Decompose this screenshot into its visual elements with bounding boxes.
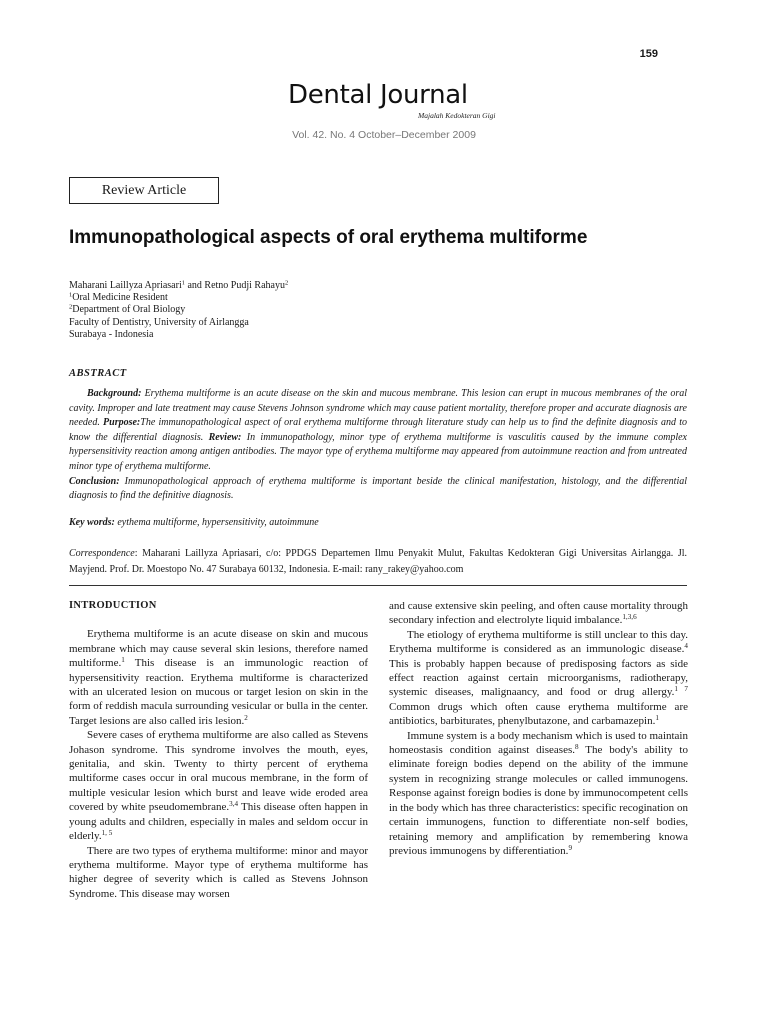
- authors-block: [69, 280, 288, 341]
- body-paragraph: The etiology of erythema multiforme is still unclear to this day. Erythema multiforme is considered as an immunologic disease.$^4$ This is probably happen because of predisposing factors as side effect reaction against certain microorganisms, radiotherapy, systemic diseases, malignaancy, and food or drug allergy.$^{1 7}$ Common drugs which often cause erythema multiforme are antibiotics, barbiturates, phenylbutazone, and carbamazepin.$^1$: [389, 628, 688, 728]
- body-paragraph: Immune system is a body mechanism which is used to maintain homeostasis condition against diseases.$^8$ The body's ability to eliminate foreign bodies depend on the ability of the immune system in recognizing strange molecules or called immunogens. Response against foreign bodies is done by immunocompetent cells in the body which has three characteristics: specific recogination on certain immunogens, function to differentiate non-self bodies, retaining memory and amplification by remembering knowa previous immunogens by differentiation.$^9$: [389, 729, 688, 857]
- body-paragraph: and cause extensive skin peeling, and often cause mortality through secondary infection and electrolyte liquid imbalance.$^{1,3,6}$: [389, 600, 688, 627]
- article-type-box: [69, 177, 219, 204]
- correspondence: Correspondence: Maharani Laillyza Apriasari, c/o: PPDGS Departemen Ilmu Penyakit Mulut, Fakultas Kedokteran Gigi Universitas Airlangga. Jl. Mayjend. Prof. Dr. Moestopo No. 47 Surabaya 60132, Indonesia. E-mail: rany_rakey@yahoo.com: [69, 548, 687, 575]
- section-divider: [69, 585, 687, 586]
- faculty: Faculty of Dentistry, University of Airlangga: [69, 316, 249, 328]
- body-paragraph: There are two types of erythema multiforme: minor and mayor erythema multiforme. Mayor type of erythema multiforme has higher degree of severity which is called as Stevens Johnson Syndrome. This disease may worsen: [69, 844, 368, 900]
- abstract-paragraph: Background: Erythema multiforme is an acute disease on the skin and mucous membrane. This lesion can erupt in mucous membranes of the oral cavity. Improper and late treatment may cause Stevens Johnson syndrome which may cause patient mortality, therefore proper and accurate diagnosis are needed. Purpose:The immunopathological aspect of oral erythema multiforme through literature study can help us to find the definite diagnosis and to know the differential diagnosis. Review: In immunopathology, minor type of erythema multiforme is vasculitis caused by the immune complex hypersensitivity reaction among antigen antibodies. The mayor type of erythema multiforme may appeared from autoimmune reaction and from untreated minor type of erythema multiforme.: [69, 388, 687, 472]
- affiliation-2: $^2$Department of Oral Biology: [69, 303, 186, 316]
- journal-name: Dental Journal: [288, 80, 468, 110]
- keywords: Key words: eythema multiforme, hypersensitivity, autoimmune: [69, 517, 319, 528]
- abstract-heading: ABSTRACT: [69, 368, 127, 379]
- article-title: Immunopathological aspects of oral erythema multiforme: [69, 227, 588, 248]
- abstract-conclusion: Conclusion: Immunopathological approach of erythema multiforme is important beside the clinical manifestation, histology, and the differential diagnosis to find the definitive diagnosis.: [69, 475, 687, 502]
- page-number: 159: [639, 48, 658, 60]
- article-type-label: Review Article: [101, 182, 187, 198]
- affiliation-1: $^1$Oral Medicine Resident: [69, 291, 168, 304]
- author-line: Maharani Laillyza Apriasari$^1$ and Retno Pudji Rahayu$^2$: [69, 279, 289, 291]
- body-column-left: [69, 599, 368, 901]
- intro-heading: INTRODUCTION: [69, 600, 157, 611]
- issue-info: Vol. 42. No. 4 October–December 2009: [292, 129, 476, 141]
- body-column-right: [389, 599, 688, 858]
- abstract-body: [69, 387, 687, 504]
- body-paragraph: Severe cases of erythema multiforme are also called as Stevens Johason syndrome. This syndrome involves the mouth, eyes, genitalia, and skin. Twenty to thirty percent of erythema multiforme cases occur in oral mucous membrane, in the form of multiple vesicular lesion which burst and leave wide eroded area covered by white pseudomembrane.$^{3,4}$ This disease often happen in young adults and children, especially in males and seldom occur in elderly.$^{1, 5}$: [69, 729, 368, 843]
- journal-subtitle: Majalah Kedokteran Gigi: [418, 111, 496, 120]
- city: Surabaya - Indonesia: [69, 328, 154, 340]
- body-paragraph: Erythema multiforme is an acute disease on skin and mucous membrane which may cause several skin lesions, therefore named multiforme.$^1$ This disease is an immunologic reaction of hypersensitivity reaction. Erythema multiforme is characterized with an ulcerated lesion on mucous or target lesion on skin in the form of reddish macula surrounding vesicular or bulla in the center. Target lesions are also called iris lesion.$^2$: [69, 628, 368, 727]
